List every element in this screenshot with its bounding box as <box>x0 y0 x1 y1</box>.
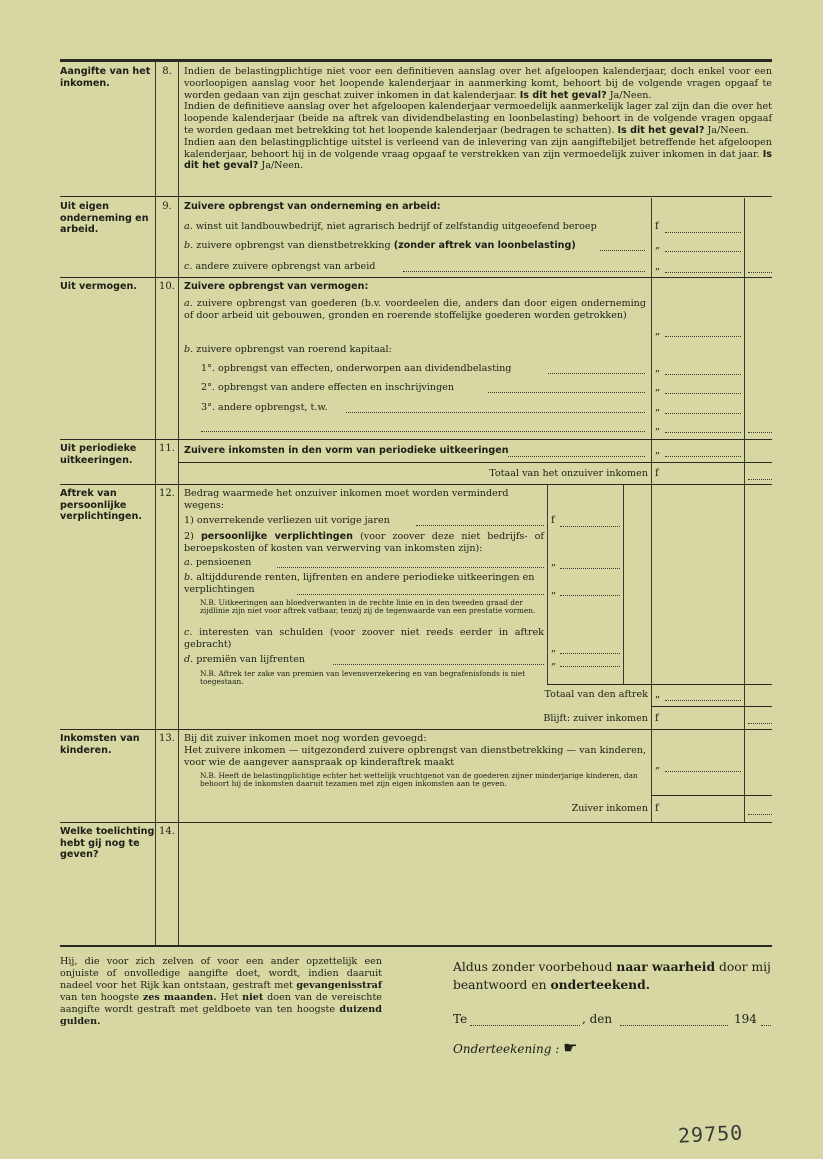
column-line-deduction-right <box>623 485 624 685</box>
item-text: interesten van schulden (voor zoover niet reeds eerder in aftrek gebracht) <box>184 627 544 650</box>
net-income-label: Blijft: zuiver inkomen <box>543 713 648 724</box>
amount-ditto: „ <box>551 643 557 654</box>
amount-field[interactable] <box>748 431 772 433</box>
item-text: (voor zoover deze niet bedrijfs- of beroepskosten of kosten van verwerving van inkomsten zijn): <box>184 531 544 554</box>
amount-field[interactable] <box>665 412 741 414</box>
amount-currency: f <box>655 468 659 479</box>
declaration-text: door mij beantwoord en <box>453 960 771 992</box>
section-8-p2: Indien de definitieve aanslag over het afgeloopen kalenderjaar vermoedelijk aanmerkelijk lager zal zijn dan die over het loopende kalenderjaar (beide na aftrek van dividendbelasting en loonbelasting) behoort in de volgende vragen opgaaf te worden gedaan met betrekking tot het loopende kalenderjaar (bedragen te schatten). <box>184 101 772 136</box>
section-13-number: 13. <box>159 733 175 744</box>
date-label: , den <box>582 1012 613 1026</box>
notice-text: Het <box>220 992 239 1003</box>
section-10-item-b3: 3°. andere opbrengst, t.w. <box>201 402 328 413</box>
date-field[interactable] <box>620 1024 728 1026</box>
year-label: 194 <box>734 1012 757 1026</box>
amount-field[interactable] <box>665 250 741 252</box>
divider-12b <box>651 706 772 707</box>
pointing-hand-icon: ☛ <box>563 1038 578 1057</box>
section-13-intro: Bij dit zuiver inkomen moet nog worden gevoegd: <box>184 733 427 744</box>
amount-ditto: „ <box>551 557 557 568</box>
leader-dots <box>297 593 544 595</box>
divider-13a <box>651 795 772 796</box>
signature-text: Onderteekening : <box>453 1042 560 1056</box>
section-10-item-b <box>184 344 646 356</box>
section-8-q1: Is dit het geval? <box>519 89 607 101</box>
section-12-nb-1: N.B. Uitkeeringen aan bloedverwanten in de rechte linie en in den tweeden graad der zijdlinie zijn niet voor aftrek vatbaar, tenzij zij de tegenwaarde van een prestatie vormen. <box>200 598 536 616</box>
amount-currency: f <box>655 221 659 232</box>
amount-ditto: „ <box>655 326 661 337</box>
section-12-label: Aftrek van persoonlijke verplichtingen. <box>60 488 143 522</box>
column-line-left <box>155 62 156 946</box>
amount-ditto: „ <box>551 656 557 667</box>
section-9-heading: Zuivere opbrengst van onderneming en arbeid: <box>184 201 441 212</box>
item-bold: (zonder aftrek van loonbelasting) <box>393 240 576 251</box>
leader-dots <box>277 566 544 568</box>
section-8-q3: Is dit het geval? <box>184 148 772 172</box>
amount-currency: f <box>551 515 555 526</box>
leader-dots <box>488 391 645 393</box>
section-10-heading: Zuivere opbrengst van vermogen: <box>184 281 369 292</box>
amount-field[interactable] <box>665 231 741 233</box>
amount-field[interactable] <box>665 392 741 394</box>
leader-dots <box>333 663 544 665</box>
divider-8 <box>60 196 772 197</box>
section-12-number: 12. <box>159 488 175 499</box>
divider-12a <box>547 684 772 685</box>
section-9-number: 9. <box>162 201 172 212</box>
penalty-notice <box>60 956 382 1028</box>
amount-field[interactable] <box>748 271 772 273</box>
item-letter: a. <box>184 221 193 232</box>
leader-dots <box>548 372 645 374</box>
section-14-label: Welke toelichting hebt gij nog te geven? <box>60 826 155 860</box>
deduction-field[interactable] <box>560 665 620 667</box>
amount-currency: f <box>655 803 659 814</box>
section-12-item-a <box>184 557 251 569</box>
section-9-item-a <box>184 221 649 233</box>
notice-text: van ten hoogste <box>60 992 140 1003</box>
year-field[interactable] <box>761 1024 771 1026</box>
item-text: altijddurende renten, lijfrenten en andere periodieke uitkeeringen en verplichtingen <box>184 572 535 595</box>
total-deduction-field[interactable] <box>665 699 741 701</box>
amount-ditto: „ <box>655 445 661 456</box>
section-9-item-b <box>184 240 649 252</box>
section-8-p3: Indien aan den belastingplichtige uitstel is verleend van de inlevering van zijn aangiftebiljet betreffende het afgeloopen kalenderjaar, behoort hij in de volgende vraag opgaaf te verstrekken van zijn vermoedelijk zuiver inkomen in dat jaar. <box>184 136 772 160</box>
section-8-p1: Indien de belastingplichtige niet voor een definitieven aanslag over het afgeloopen kalenderjaar, doch enkel voor een voorloopigen aanslag voor het loopende kalenderjaar in aanmerking komt, behoort bij de volgende vragen opgaaf te worden gedaan van zijn geschat zuiver inkomen in dat kalenderjaar. <box>184 66 772 101</box>
divider-11 <box>178 462 772 463</box>
notice-bold: niet <box>242 992 264 1003</box>
section-12-item-2 <box>184 531 544 555</box>
section-12-item-c <box>184 627 544 651</box>
item-number: 2) <box>184 531 194 542</box>
divider-10 <box>60 439 772 440</box>
section-8-number: 8. <box>162 66 172 77</box>
section-11-heading: Zuivere inkomsten in den vorm van periodieke uitkeeringen <box>184 445 509 456</box>
amount-ditto: „ <box>655 240 661 251</box>
deduction-field[interactable] <box>560 594 620 596</box>
section-10-number: 10. <box>159 281 175 292</box>
section-8-a3: Ja/Neen. <box>261 160 304 172</box>
pure-income-field[interactable] <box>748 813 772 815</box>
amount-ditto: „ <box>655 261 661 272</box>
item-text: pensioenen <box>195 557 252 568</box>
item-letter: b. <box>184 572 194 583</box>
explanation-field[interactable] <box>180 824 770 944</box>
item-letter: a. <box>184 298 193 309</box>
section-9-label: Uit eigen onderneming en arbeid. <box>60 201 149 235</box>
notice-text: Hij, die voor zich zelven of voor een ander opzettelijk een onjuiste of onvolledige aangifte doet, wordt, indien daaruit nadeel voor het Rijk kan ontstaan, gestraft met <box>60 956 382 991</box>
item-letter: b. <box>184 240 194 251</box>
signature-field[interactable] <box>580 1040 770 1060</box>
other-income-field[interactable] <box>346 411 645 413</box>
section-8-a2: Ja/Neen. <box>707 124 750 136</box>
notice-bold: gevangenisstraf <box>296 980 382 991</box>
item-text: andere zuivere opbrengst van arbeid <box>195 261 376 272</box>
section-13-text: Het zuivere inkomen — uitgezonderd zuivere opbrengst van dienstbetrekking — van kinderen, voor wie de aangever aanspraak op kinderaftrek maakt <box>184 745 646 768</box>
item-letter: c. <box>184 261 193 272</box>
section-8-text <box>184 66 772 172</box>
item-text: zuivere opbrengst van goederen (b.v. voordeelen die, anders dan door eigen onderneming of door arbeid uit gebouwen, gronden en roerende stoffelijke goederen worden getrokken) <box>184 298 646 321</box>
declaration-bold: onderteekend. <box>550 977 650 992</box>
amount-ditto: „ <box>655 382 661 393</box>
section-8-q2: Is dit het geval? <box>617 124 705 136</box>
bottom-rule <box>60 945 772 947</box>
section-8-label: Aangifte van het inkomen. <box>60 66 151 89</box>
section-13-label: Inkomsten van kinderen. <box>60 733 140 756</box>
section-10-item-b1: 1°. opbrengst van effecten, onderworpen aan dividendbelasting <box>201 363 512 374</box>
divider-11b <box>60 484 772 485</box>
item-text: zuivere opbrengst van dienstbetrekking <box>196 240 391 251</box>
net-income-field[interactable] <box>748 722 772 724</box>
section-11-label: Uit periodieke uitkeeringen. <box>60 443 137 466</box>
amount-currency: f <box>655 713 659 724</box>
leader-dots <box>416 524 544 526</box>
amount-field[interactable] <box>665 431 741 433</box>
item-text: zuivere opbrengst van roerend kapitaal: <box>196 344 392 355</box>
column-line-deduction <box>547 485 548 685</box>
amount-field[interactable] <box>665 271 741 273</box>
amount-ditto: „ <box>655 363 661 374</box>
section-11-number: 11. <box>159 443 175 454</box>
section-10-item-a <box>184 298 646 322</box>
item-text: winst uit landbouwbedrijf, niet agrarisch bedrijf of zelfstandig uitgeoefend beroep <box>195 221 597 232</box>
amount-ditto: „ <box>655 760 661 771</box>
item-letter: b. <box>184 344 194 355</box>
declaration-text: Aldus zonder voorbehoud <box>453 960 613 974</box>
amount-field[interactable] <box>665 373 741 375</box>
amount-ditto: „ <box>655 689 661 700</box>
total-gross-income-field[interactable] <box>748 478 772 480</box>
section-12-item-1: 1) onverrekende verliezen uit vorige jaren <box>184 515 390 526</box>
pure-income-label: Zuiver inkomen <box>571 803 648 814</box>
notice-bold: duizend gulden. <box>60 1004 382 1027</box>
leader-dots <box>600 249 645 251</box>
amount-ditto: „ <box>655 421 661 432</box>
archive-number: 29750 <box>677 1120 744 1148</box>
section-14-number: 14. <box>159 826 175 837</box>
item-letter: c. <box>184 627 193 638</box>
item-letter: d. <box>184 654 194 665</box>
place-field[interactable] <box>470 1024 580 1026</box>
section-13-nb: N.B. Heeft de belastingplichtige echter het wettelijk vruchtgenot van de goederen zijner minderjarige kinderen, dan behoort hij de inkomsten daaruit tezamen met zijn eigen inkomsten aan te geven. <box>200 771 638 789</box>
leader-dots <box>403 270 645 272</box>
section-8-a1: Ja/Neen. <box>609 89 652 101</box>
item-bold: persoonlijke verplichtingen <box>200 531 353 542</box>
deduction-field[interactable] <box>560 525 620 527</box>
total-gross-income-label: Totaal van het onzuiver inkomen <box>489 468 648 479</box>
declaration-bold: naar waarheid <box>616 959 716 974</box>
amount-ditto: „ <box>551 585 557 596</box>
section-12-intro: Bedrag waarmede het onzuiver inkomen moet worden verminderd wegens: <box>184 488 509 511</box>
section-10-item-b2: 2°. opbrengst van andere effecten en inschrijvingen <box>201 382 455 393</box>
deduction-field[interactable] <box>560 652 620 654</box>
divider-9 <box>60 277 772 278</box>
section-12-nb-2: N.B. Aftrek ter zake van premien van levensverzekering en van begrafenisfonds is niet toegestaan. <box>200 669 526 687</box>
section-10-label: Uit vermogen. <box>60 281 137 292</box>
item-letter: a. <box>184 557 193 568</box>
children-income-field[interactable] <box>665 770 741 772</box>
amount-ditto: „ <box>655 402 661 413</box>
notice-bold: zes maanden. <box>142 992 217 1003</box>
divider-12c <box>60 729 772 730</box>
total-deduction-label: Totaal van den aftrek <box>544 689 648 700</box>
top-rule <box>60 59 772 62</box>
deduction-field[interactable] <box>560 567 620 569</box>
column-line-number <box>178 62 179 946</box>
leader-dots <box>508 455 645 457</box>
item-text: premiën van lijfrenten <box>196 654 305 665</box>
amount-field[interactable] <box>665 455 741 457</box>
declaration <box>453 958 773 994</box>
section-12-item-d <box>184 654 305 666</box>
notice-text: doen van de vereischte aangifte wordt gestraft met geldboete van ten hoogste <box>60 992 382 1015</box>
signature-label <box>453 1038 578 1057</box>
divider-13b <box>60 822 772 823</box>
amount-field[interactable] <box>665 335 741 337</box>
other-income-field-2[interactable] <box>201 430 645 432</box>
place-label: Te <box>453 1012 468 1026</box>
